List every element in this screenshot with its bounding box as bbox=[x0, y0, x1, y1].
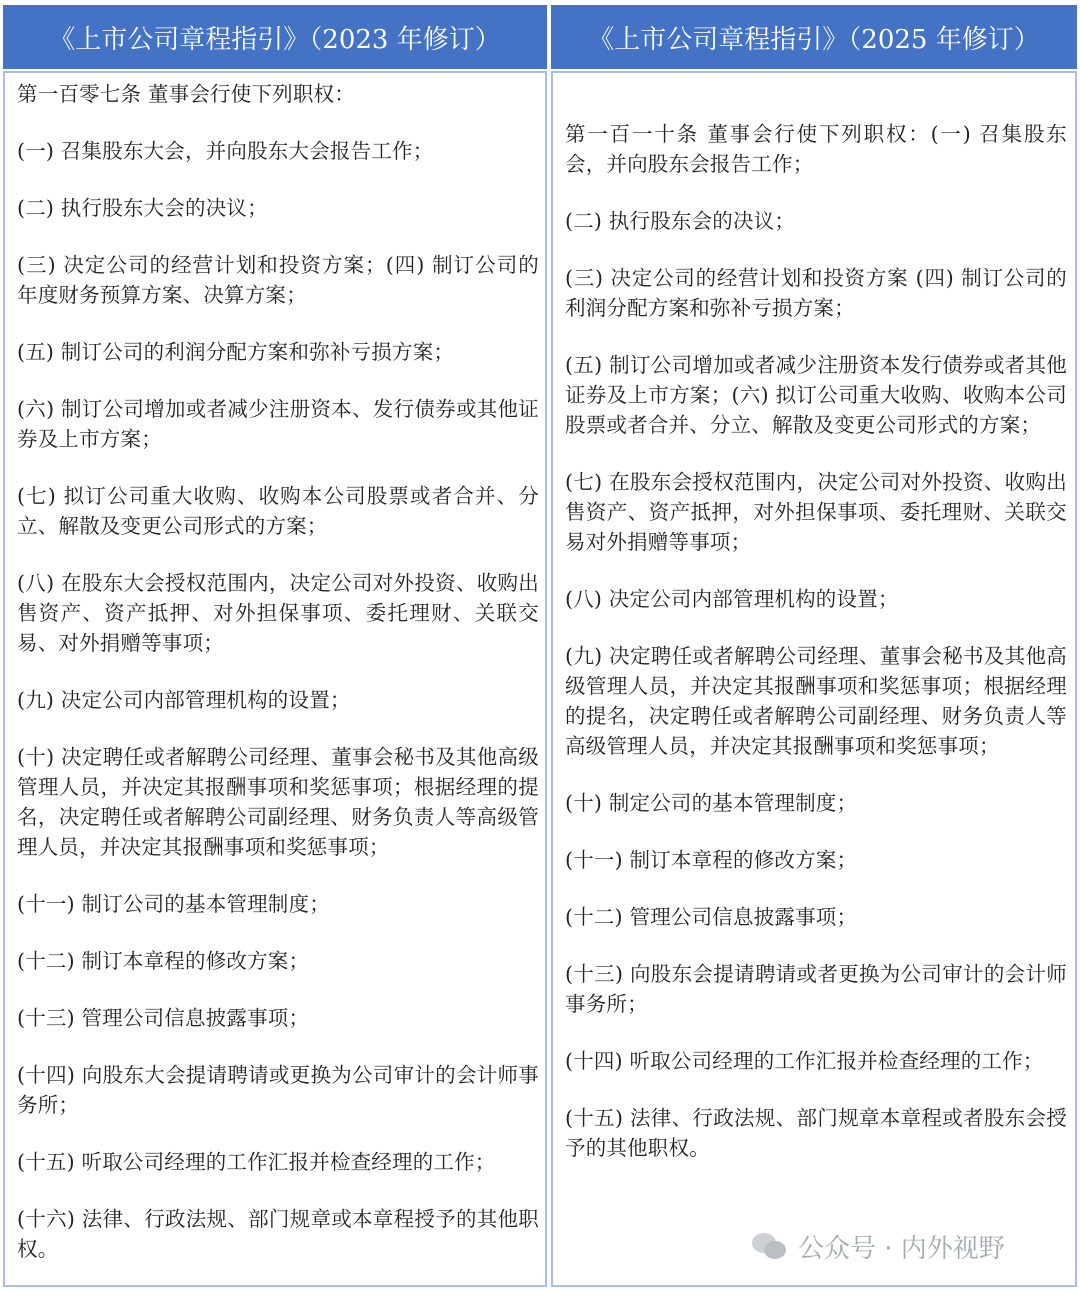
clause-paragraph: (十四) 听取公司经理的工作汇报并检查经理的工作； bbox=[565, 1049, 1044, 1073]
clause-paragraph: (十) 制定公司的基本管理制度； bbox=[565, 791, 858, 815]
clause-paragraph: (一) 召集股东大会，并向股东大会报告工作； bbox=[17, 139, 434, 163]
clause-paragraph: (二) 执行股东会的决议； bbox=[565, 209, 796, 233]
clause-paragraph: (十三) 向股东会提请聘请或者更换为公司审计的会计师事务所； bbox=[565, 962, 1067, 1016]
clause-paragraph: 第一百零七条 董事会行使下列职权： bbox=[17, 82, 355, 106]
clause-paragraph: (七) 在股东会授权范围内，决定公司对外投资、收购出售资产、资产抵押，对外担保事项、委托理财、关联交易对外捐赠等事项； bbox=[565, 470, 1067, 554]
column-2023 bbox=[3, 71, 547, 1287]
clause-paragraph: (九) 决定聘任或者解聘公司经理、董事会秘书及其他高级管理人员，并决定其报酬事项和奖惩事项；根据经理的提名，决定聘任或者解聘公司副经理、财务负责人等高级管理人员，并决定其报酬事项和奖惩事项； bbox=[565, 644, 1067, 758]
clause-paragraph: (十) 决定聘任或者解聘公司经理、董事会秘书及其他高级管理人员，并决定其报酬事项和奖惩事项；根据经理的提名，决定聘任或者解聘公司副经理、财务负责人等高级管理人员，并决定其报酬事项和奖惩事项； bbox=[17, 745, 539, 859]
clause-paragraph: (九) 决定公司内部管理机构的设置； bbox=[17, 688, 351, 712]
clause-paragraph: (七) 拟订公司重大收购、收购本公司股票或者合并、分立、解散及变更公司形式的方案； bbox=[17, 484, 539, 538]
clause-paragraph: (十三) 管理公司信息披露事项； bbox=[17, 1006, 310, 1030]
clause-paragraph: (十五) 听取公司经理的工作汇报并检查经理的工作； bbox=[17, 1150, 496, 1174]
column-2025 bbox=[551, 71, 1077, 1287]
wechat-icon bbox=[752, 1231, 790, 1263]
clause-paragraph: (三) 决定公司的经营计划和投资方案 (四) 制订公司的利润分配方案和弥补亏损方案； bbox=[565, 266, 1067, 320]
clause-paragraph: (三) 决定公司的经营计划和投资方案；(四) 制订公司的年度财务预算方案、决算方案； bbox=[17, 253, 539, 307]
header-2023: 《上市公司章程指引》（2023 年修订） bbox=[3, 5, 547, 69]
clause-paragraph: (十一) 制订本章程的修改方案； bbox=[565, 848, 858, 872]
clause-paragraph: 第一百一十条 董事会行使下列职权：(一) 召集股东会，并向股东会报告工作； bbox=[565, 122, 1067, 176]
watermark-text: 公众号 · 内外视野 bbox=[798, 1234, 1005, 1264]
clause-paragraph: (十五) 法律、行政法规、部门规章本章程或者股东会授予的其他职权。 bbox=[565, 1106, 1067, 1160]
clause-paragraph: (十二) 管理公司信息披露事项； bbox=[565, 905, 858, 929]
comparison-table bbox=[3, 5, 1077, 1287]
clause-paragraph: (五) 制订公司的利润分配方案和弥补亏损方案； bbox=[17, 340, 455, 364]
clause-paragraph: (六) 制订公司增加或者减少注册资本、发行债券或其他证券及上市方案； bbox=[17, 397, 539, 451]
watermark bbox=[752, 1228, 1005, 1265]
clause-paragraph: (五) 制订公司增加或者减少注册资本发行债券或者其他证券及上市方案；(六) 拟订公司重大收购、收购本公司股票或者合并、分立、解散及变更公司形式的方案； bbox=[565, 353, 1067, 437]
clause-paragraph: (八) 决定公司内部管理机构的设置； bbox=[565, 587, 899, 611]
clause-paragraph: (十六) 法律、行政法规、部门规章或本章程授予的其他职权。 bbox=[17, 1207, 539, 1261]
clause-paragraph: (二) 执行股东大会的决议； bbox=[17, 196, 268, 220]
clause-paragraph: (十二) 制订本章程的修改方案； bbox=[17, 949, 310, 973]
header-2025: 《上市公司章程指引》（2025 年修订） bbox=[551, 5, 1077, 69]
clause-paragraph: (十四) 向股东大会提请聘请或更换为公司审计的会计师事务所； bbox=[17, 1063, 539, 1117]
clause-paragraph: (八) 在股东大会授权范围内，决定公司对外投资、收购出售资产、资产抵押、对外担保事项、委托理财、关联交易、对外捐赠等事项； bbox=[17, 571, 539, 655]
clause-paragraph: (十一) 制订公司的基本管理制度； bbox=[17, 892, 330, 916]
